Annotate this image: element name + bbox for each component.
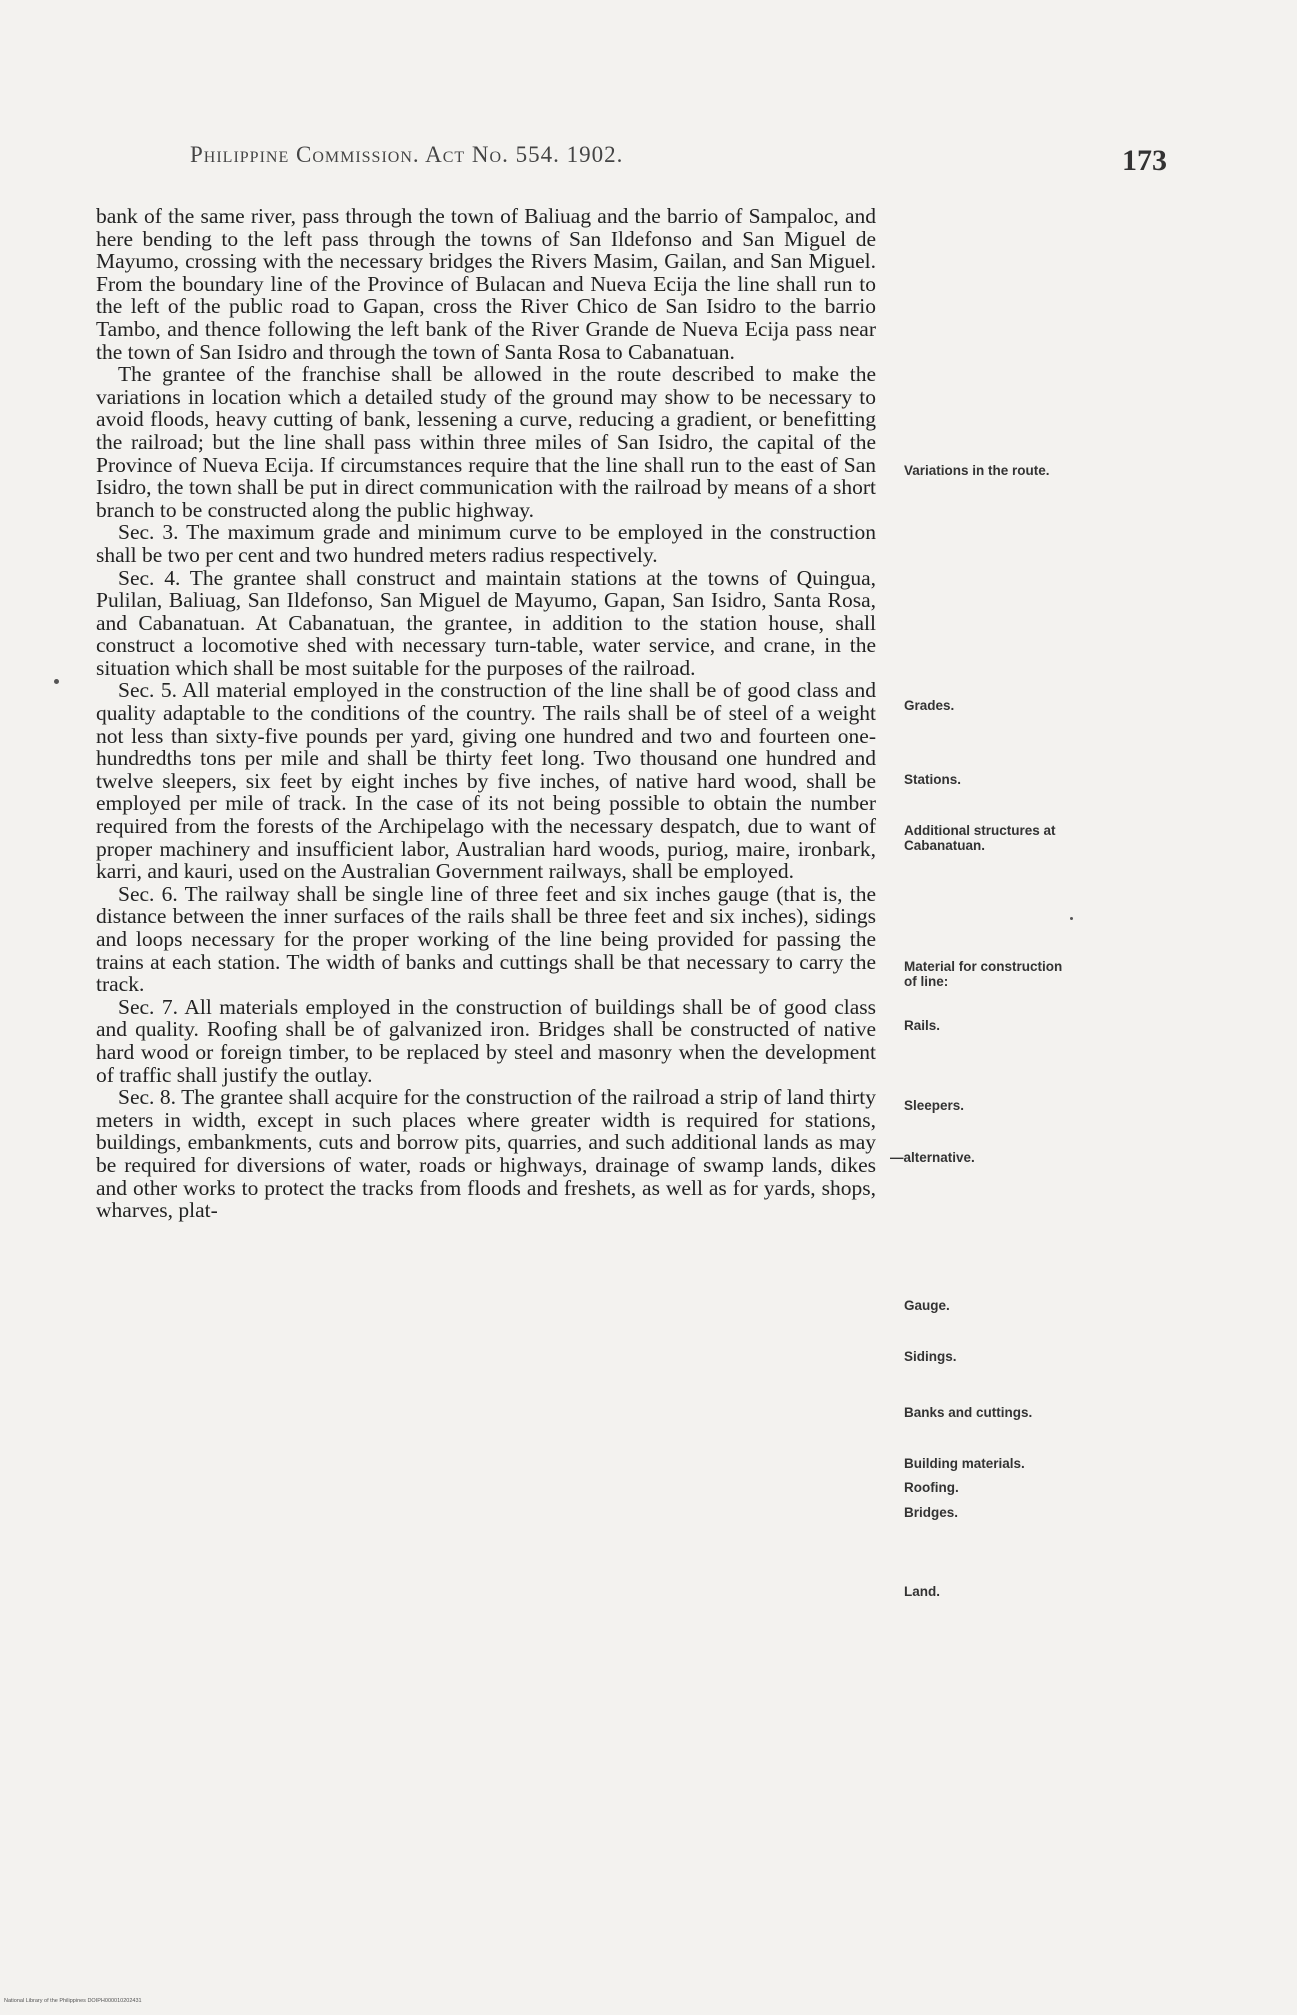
margin-note: Gauge. [904,1298,950,1313]
ink-speck [54,679,59,684]
margin-note: Building materials. [904,1456,1025,1471]
paragraph: Sec. 6. The railway shall be single line of three feet and six inches gauge (that is, the distance between the inner surfaces of the rails shall be three feet and six inches), sidings and loops necessary for the proper working of the line being provided for passing the trains at each station. The width of banks and cuttings shall be that necessary to carry the track. [96,881,876,997]
digitization-footer: National Library of the Philippines DOIPH000010202431 [4,1998,142,2004]
margin-note: Additional structures at Cabanatuan. [904,823,1056,853]
margin-note: Stations. [904,772,962,787]
paragraph: bank of the same river, pass through the town of Baliuag and the barrio of Sampaloc, and here bending to the left pass through the towns of San Ildefonso and San Miguel de Mayumo, crossing with the necessary bridges the Rivers Masim, Gailan, and San Miguel. From the boundary line of the Province of Bulacan and Nueva Ecija the line shall run to the left of the public road to Gapan, cross the River Chico de San Isidro to the barrio Tambo, and thence following the left bank of the River Grande de Nueva Ecija pass near the town of San Isidro and through the town of Santa Rosa to Cabanatuan. [96,204,876,364]
margin-note: Bridges. [904,1505,959,1520]
paragraph: Sec. 3. The maximum grade and minimum curve to be employed in the construction shall be two per cent and two hundred meters radius respectively. [96,520,876,567]
running-header: Philippine Commission. Act No. 554. 1902. [190,142,624,167]
margin-note: Roofing. [904,1480,959,1495]
margin-note: Material for construction of line: [904,959,1063,989]
margin-note: Grades. [904,698,955,713]
margin-note: Sleepers. [904,1098,965,1113]
body-text [96,205,876,1222]
margin-note: Rails. [904,1018,941,1033]
page-number: 173 [1122,144,1167,177]
paragraph: Sec. 4. The grantee shall construct and maintain stations at the towns of Quingua, Pulilan, Baliuag, San Ildefonso, San Miguel de Mayumo, Gapan, San Isidro, Santa Rosa, and Cabanatuan. At Cabanatuan, the grantee, in addition to the station house, shall construct a locomotive shed with necessary turn-table, water service, and crane, in the situation which shall be most suitable for the purposes of the railroad. [96,565,876,680]
paragraph: Sec. 8. The grantee shall acquire for the construction of the railroad a strip of land thirty meters in width, except in such places where greater width is required for stations, buildings, embankments, cuts and borrow pits, quarries, and such additional lands as may be required for diversions of water, roads or highways, drainage of swamp lands, dikes and other works to protect the tracks from floods and freshets, as well as for yards, shops, wharves, plat- [96,1085,876,1223]
margin-note: —alternative. [890,1150,975,1165]
margin-note: Sidings. [904,1349,957,1364]
paragraph: The grantee of the franchise shall be allowed in the route described to make the variations in location which a detailed study of the ground may show to be necessary to avoid floods, heavy cutting of bank, lessening a curve, reducing a gradient, or benefitting the railroad; but the line shall pass within three miles of San Isidro, the capital of the Province of Nueva Ecija. If circumstances require that the line shall run to the east of San Isidro, the town shall be put in direct communication with the railroad by means of a short branch to be constructed along the public highway. [96,362,876,522]
ink-speck [1070,917,1073,920]
paragraph: Sec. 7. All materials employed in the construction of buildings shall be of good class and quality. Roofing shall be of galvanized iron. Bridges shall be constructed of native hard wood or foreign timber, to be replaced by steel and masonry when the development of traffic shall justify the outlay. [96,994,876,1087]
margin-note: Variations in the route. [904,463,1050,478]
paragraph: Sec. 5. All material employed in the construction of the line shall be of good class and quality adaptable to the conditions of the country. The rails shall be of steel of a weight not less than sixty-five pounds per yard, giving one hundred and two and fourteen one-hundredths tons per mile and shall be thirty feet long. Two thousand one hundred and twelve sleepers, six feet by eight inches by five inches, of native hard wood, shall be employed per mile of track. In the case of its not being possible to obtain the number required from the forests of the Archipelago with the necessary despatch, due to want of proper machinery and insufficient labor, Australian hard woods, puriog, maire, ironbark, karri, and kauri, used on the Australian Government railways, shall be employed. [96,678,876,884]
margin-note: Land. [904,1584,940,1599]
margin-note: Banks and cuttings. [904,1405,1033,1420]
